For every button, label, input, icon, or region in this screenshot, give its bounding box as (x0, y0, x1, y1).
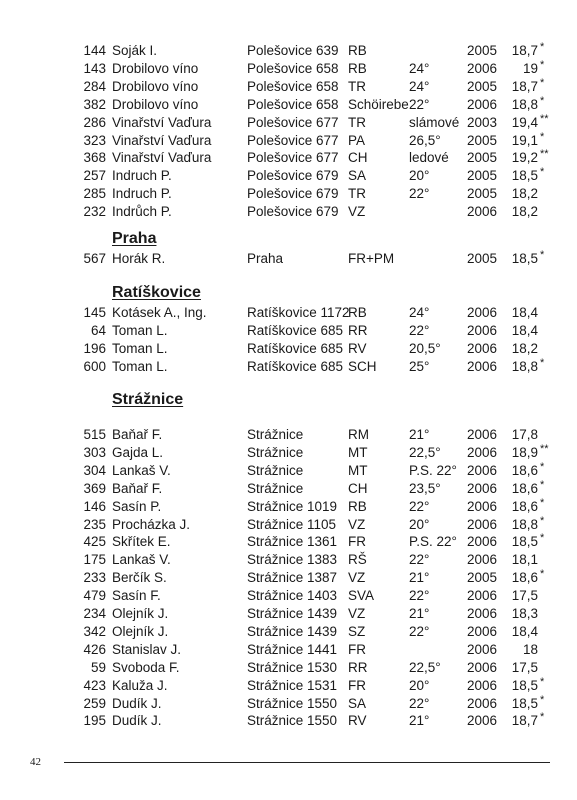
grower-name: Dudík J. (112, 713, 162, 729)
grower-name: Vinařství Vaďura (112, 132, 212, 148)
score: 18,7 (511, 713, 538, 729)
location: Polešovice 639 (247, 43, 339, 58)
grower-name: Procházka J. (112, 516, 191, 532)
table-row (0, 250, 577, 267)
variety-code: RŠ (348, 552, 367, 568)
grower-name: Kotásek A., Ing. (112, 305, 207, 320)
attribute: 22° (409, 552, 430, 568)
table-row (0, 462, 577, 479)
attribute: 22° (409, 186, 430, 202)
attribute: 21° (409, 570, 430, 586)
entry-number: 284 (83, 78, 106, 94)
location: Polešovice 679 (247, 204, 339, 220)
grower-name: Baňař F. (112, 427, 163, 442)
location: Praha (247, 251, 284, 266)
variety-code: FR (348, 641, 366, 657)
table-row (0, 96, 577, 113)
grower-name: Olejník J. (112, 606, 169, 621)
table-row (0, 695, 577, 712)
attribute: 20,5° (409, 340, 441, 356)
vintage-year: 2006 (467, 588, 498, 604)
award-mark: * (540, 41, 545, 53)
entry-number: 323 (83, 132, 106, 148)
grower-name: Vinařství Vaďura (112, 114, 212, 130)
entry-number: 232 (83, 204, 106, 220)
variety-code: FR (348, 677, 366, 693)
variety-code: SVA (348, 588, 375, 604)
table-row (0, 203, 577, 220)
vintage-year: 2006 (467, 516, 498, 532)
entry-number: 479 (83, 588, 106, 604)
award-mark: * (540, 356, 545, 369)
attribute: 22° (409, 96, 430, 112)
location: Strážnice 1403 (247, 588, 338, 604)
entry-number: 342 (83, 623, 106, 639)
score: 17,5 (511, 588, 538, 604)
attribute: 22° (409, 623, 430, 639)
entry-number: 369 (83, 480, 106, 496)
score: 18,1 (511, 552, 538, 568)
entry-number: 285 (83, 186, 106, 202)
entry-number: 64 (90, 322, 106, 338)
attribute: 24° (409, 305, 430, 320)
location: Strážnice 1361 (247, 534, 338, 550)
grower-name: Horák R. (112, 251, 166, 266)
attribute: 20° (409, 677, 430, 693)
entry-number: 143 (83, 60, 106, 76)
vintage-year: 2006 (467, 96, 498, 112)
entry-number: 259 (83, 695, 106, 711)
award-mark: ** (540, 148, 549, 161)
location: Strážnice 1105 (247, 516, 337, 532)
score: 18,4 (511, 305, 538, 320)
award-mark: * (540, 711, 545, 724)
score: 18,7 (511, 43, 538, 58)
grower-name: Vinařství Vaďura (112, 150, 212, 166)
location: Strážnice (247, 427, 304, 442)
entry-number: 145 (83, 305, 106, 320)
table-row (0, 42, 577, 59)
variety-code: RB (348, 60, 367, 76)
grower-name: Drobilovo víno (112, 96, 199, 112)
entry-number: 600 (83, 358, 106, 374)
variety-code: MT (348, 462, 368, 478)
vintage-year: 2006 (467, 427, 498, 442)
location: Strážnice 1439 (247, 606, 338, 621)
award-mark: * (540, 58, 545, 71)
entry-number: 146 (83, 498, 106, 514)
vintage-year: 2006 (467, 358, 498, 374)
variety-code: FR (348, 534, 366, 550)
table-row (0, 167, 577, 184)
location: Polešovice 658 (247, 96, 339, 112)
grower-name: Sasín F. (112, 588, 161, 604)
table-row (0, 444, 577, 461)
award-mark: * (540, 130, 545, 143)
table-row (0, 60, 577, 77)
vintage-year: 2006 (467, 695, 498, 711)
score: 18,5 (511, 695, 538, 711)
vintage-year: 2006 (467, 623, 498, 639)
award-mark: * (540, 478, 545, 491)
award-mark: * (540, 76, 545, 89)
section-title: Strážnice (112, 391, 184, 408)
grower-name: Berčík S. (112, 570, 167, 586)
entry-number: 567 (83, 251, 106, 266)
variety-code: FR+PM (348, 251, 395, 266)
vintage-year: 2003 (467, 114, 498, 130)
table-row (0, 569, 577, 586)
grower-name: Toman L. (112, 322, 168, 338)
variety-code: SA (348, 695, 367, 711)
score: 19,4 (511, 114, 538, 130)
attribute: 23,5° (409, 480, 441, 496)
grower-name: Kaluža J. (112, 677, 168, 693)
grower-name: Indruch P. (112, 186, 172, 202)
location: Ratíškovice 685 (247, 340, 344, 356)
score: 18,6 (511, 480, 538, 496)
variety-code: RM (348, 427, 369, 442)
vintage-year: 2006 (467, 60, 498, 76)
table-row (0, 551, 577, 568)
location: Strážnice (247, 462, 304, 478)
award-mark: * (540, 166, 545, 179)
vintage-year: 2006 (467, 552, 498, 568)
entry-number: 234 (83, 606, 106, 621)
attribute: 21° (409, 606, 430, 621)
vintage-year: 2006 (467, 444, 498, 460)
location: Ratíškovice 1172 (247, 305, 350, 320)
page-number: 42 (30, 756, 41, 768)
score: 18,9 (511, 444, 538, 460)
location: Polešovice 679 (247, 168, 339, 184)
table-row (0, 659, 577, 676)
score: 18,4 (511, 322, 538, 338)
grower-name: Gajda L. (112, 444, 164, 460)
table-row (0, 516, 577, 533)
score: 18,5 (511, 168, 538, 184)
table-row (0, 533, 577, 550)
entry-number: 423 (83, 677, 106, 693)
table-row (0, 498, 577, 515)
grower-name: Toman L. (112, 358, 168, 374)
award-mark: * (540, 568, 545, 581)
attribute: 22° (409, 498, 430, 514)
award-mark: * (540, 249, 545, 261)
grower-name: Toman L. (112, 340, 168, 356)
table-row (0, 623, 577, 640)
variety-code: RV (348, 340, 367, 356)
grower-name: Drobilovo víno (112, 60, 199, 76)
variety-code: RR (348, 659, 368, 675)
table-row (0, 114, 577, 131)
entry-number: 59 (90, 659, 106, 675)
variety-code: TR (348, 114, 366, 130)
location: Strážnice 1550 (247, 713, 338, 729)
variety-code: RB (348, 498, 367, 514)
vintage-year: 2006 (467, 659, 498, 675)
score: 19,2 (511, 150, 538, 166)
attribute: 26,5° (409, 132, 441, 148)
score: 18,2 (511, 204, 538, 220)
vintage-year: 2006 (467, 677, 498, 693)
location: Strážnice 1441 (247, 641, 338, 657)
attribute: 21° (409, 427, 430, 442)
score: 18,6 (511, 570, 538, 586)
table-row (0, 149, 577, 166)
score: 19 (522, 60, 538, 76)
grower-name: Dudík J. (112, 695, 162, 711)
variety-code: RV (348, 713, 367, 729)
award-mark: ** (540, 442, 549, 455)
location: Polešovice 658 (247, 78, 339, 94)
variety-code: Schöirebe (348, 96, 409, 112)
vintage-year: 2006 (467, 606, 498, 621)
attribute: 24° (409, 60, 430, 76)
attribute: 22,5° (409, 444, 441, 460)
variety-code: PA (348, 132, 366, 148)
location: Polešovice 658 (247, 60, 339, 76)
variety-code: VZ (348, 570, 366, 586)
vintage-year: 2005 (467, 132, 498, 148)
vintage-year: 2006 (467, 462, 498, 478)
award-mark: * (540, 514, 545, 527)
score: 18,3 (511, 606, 538, 621)
vintage-year: 2006 (467, 480, 498, 496)
attribute: 20° (409, 168, 430, 184)
grower-name: Lankaš V. (112, 552, 171, 568)
grower-name: Soják I. (112, 43, 158, 58)
vintage-year: 2006 (467, 713, 498, 729)
vintage-year: 2006 (467, 641, 498, 657)
table-row (0, 426, 577, 443)
location: Strážnice 1387 (247, 570, 338, 586)
table-row (0, 340, 577, 357)
grower-name: Lankaš V. (112, 462, 171, 478)
variety-code: CH (348, 480, 368, 496)
score: 18,5 (511, 251, 538, 266)
entry-number: 175 (83, 552, 106, 568)
entry-number: 196 (83, 340, 106, 356)
location: Ratíškovice 685 (247, 358, 344, 374)
entry-number: 426 (83, 641, 106, 657)
table-row (0, 358, 577, 375)
vintage-year: 2006 (467, 322, 498, 338)
score: 18,5 (511, 677, 538, 693)
vintage-year: 2006 (467, 305, 498, 320)
award-mark: * (540, 532, 545, 545)
vintage-year: 2005 (467, 186, 498, 202)
score: 18,8 (511, 516, 538, 532)
attribute: slámové (409, 114, 460, 130)
location: Strážnice 1019 (247, 498, 338, 514)
grower-name: Baňař F. (112, 480, 163, 496)
variety-code: SZ (348, 623, 366, 639)
grower-name: Sasín P. (112, 498, 162, 514)
score: 18 (522, 641, 538, 657)
score: 18,2 (511, 340, 538, 356)
location: Strážnice 1383 (247, 552, 338, 568)
attribute: ledové (409, 150, 449, 166)
grower-name: Olejník J. (112, 623, 169, 639)
entry-number: 235 (83, 516, 106, 532)
attribute: 22° (409, 695, 430, 711)
attribute: P.S. 22° (409, 462, 457, 478)
vintage-year: 2005 (467, 150, 498, 166)
location: Strážnice 1550 (247, 695, 338, 711)
award-mark: * (540, 94, 545, 107)
variety-code: MT (348, 444, 368, 460)
entry-number: 304 (83, 462, 106, 478)
variety-code: VZ (348, 204, 366, 220)
location: Polešovice 677 (247, 114, 339, 130)
score: 18,2 (511, 186, 538, 202)
location: Strážnice (247, 444, 304, 460)
score: 17,8 (511, 427, 538, 442)
table-row (0, 677, 577, 694)
location: Strážnice 1439 (247, 623, 338, 639)
attribute: 22° (409, 588, 430, 604)
score: 18,7 (511, 78, 538, 94)
attribute: 25° (409, 358, 430, 374)
score: 19,1 (511, 132, 538, 148)
vintage-year: 2006 (467, 340, 498, 356)
variety-code: CH (348, 150, 368, 166)
location: Polešovice 677 (247, 132, 339, 148)
table-row (0, 304, 577, 321)
variety-code: SCH (348, 358, 377, 374)
vintage-year: 2006 (467, 498, 498, 514)
entry-number: 286 (83, 114, 106, 130)
entry-number: 233 (83, 570, 106, 586)
score: 18,5 (511, 534, 538, 550)
award-mark: ** (540, 112, 549, 125)
score: 18,8 (511, 358, 538, 374)
grower-name: Stanislav J. (112, 641, 182, 657)
entry-number: 257 (83, 168, 106, 184)
table-row (0, 185, 577, 202)
grower-name: Indruch P. (112, 168, 172, 184)
location: Strážnice 1531 (247, 677, 338, 693)
entry-number: 515 (83, 427, 106, 442)
location: Polešovice 677 (247, 150, 339, 166)
score: 18,8 (511, 96, 538, 112)
table-row (0, 132, 577, 149)
attribute: 20° (409, 516, 430, 532)
entry-number: 368 (83, 150, 106, 166)
entry-number: 303 (83, 444, 106, 460)
variety-code: RB (348, 43, 367, 58)
grower-name: Drobilovo víno (112, 78, 199, 94)
entry-number: 195 (83, 713, 106, 729)
location: Strážnice 1530 (247, 659, 338, 675)
table-row (0, 712, 577, 729)
section-title: Praha (112, 230, 157, 247)
table-row (0, 322, 577, 339)
table-row (0, 641, 577, 658)
location: Ratíškovice 685 (247, 322, 344, 338)
variety-code: RB (348, 305, 367, 320)
section-title: Ratíškovice (112, 284, 201, 301)
grower-name: Skřítek E. (112, 534, 171, 550)
attribute: P.S. 22° (409, 534, 457, 550)
variety-code: RR (348, 322, 368, 338)
footer-rule (64, 762, 550, 763)
award-mark: * (540, 693, 545, 706)
table-row (0, 480, 577, 497)
location: Polešovice 679 (247, 186, 339, 202)
award-mark: * (540, 460, 545, 473)
table-row (0, 78, 577, 95)
entry-number: 144 (83, 43, 106, 58)
attribute: 22° (409, 322, 430, 338)
award-mark: * (540, 675, 545, 688)
score: 17,5 (511, 659, 538, 675)
vintage-year: 2005 (467, 570, 498, 586)
attribute: 21° (409, 713, 430, 729)
grower-name: Svoboda F. (112, 659, 180, 675)
variety-code: TR (348, 78, 366, 94)
variety-code: VZ (348, 516, 366, 532)
score: 18,4 (511, 623, 538, 639)
entry-number: 425 (83, 534, 106, 550)
vintage-year: 2005 (467, 168, 498, 184)
score: 18,6 (511, 462, 538, 478)
variety-code: TR (348, 186, 366, 202)
location: Strážnice (247, 480, 304, 496)
table-row (0, 587, 577, 604)
vintage-year: 2005 (467, 251, 498, 266)
variety-code: SA (348, 168, 367, 184)
variety-code: VZ (348, 606, 366, 621)
table-row (0, 605, 577, 622)
award-mark: * (540, 496, 545, 509)
grower-name: Indrůch P. (112, 204, 172, 220)
attribute: 24° (409, 78, 430, 94)
vintage-year: 2006 (467, 534, 498, 550)
vintage-year: 2005 (467, 78, 498, 94)
attribute: 22,5° (409, 659, 441, 675)
vintage-year: 2006 (467, 204, 498, 220)
score: 18,6 (511, 498, 538, 514)
vintage-year: 2005 (467, 43, 498, 58)
entry-number: 382 (83, 96, 106, 112)
